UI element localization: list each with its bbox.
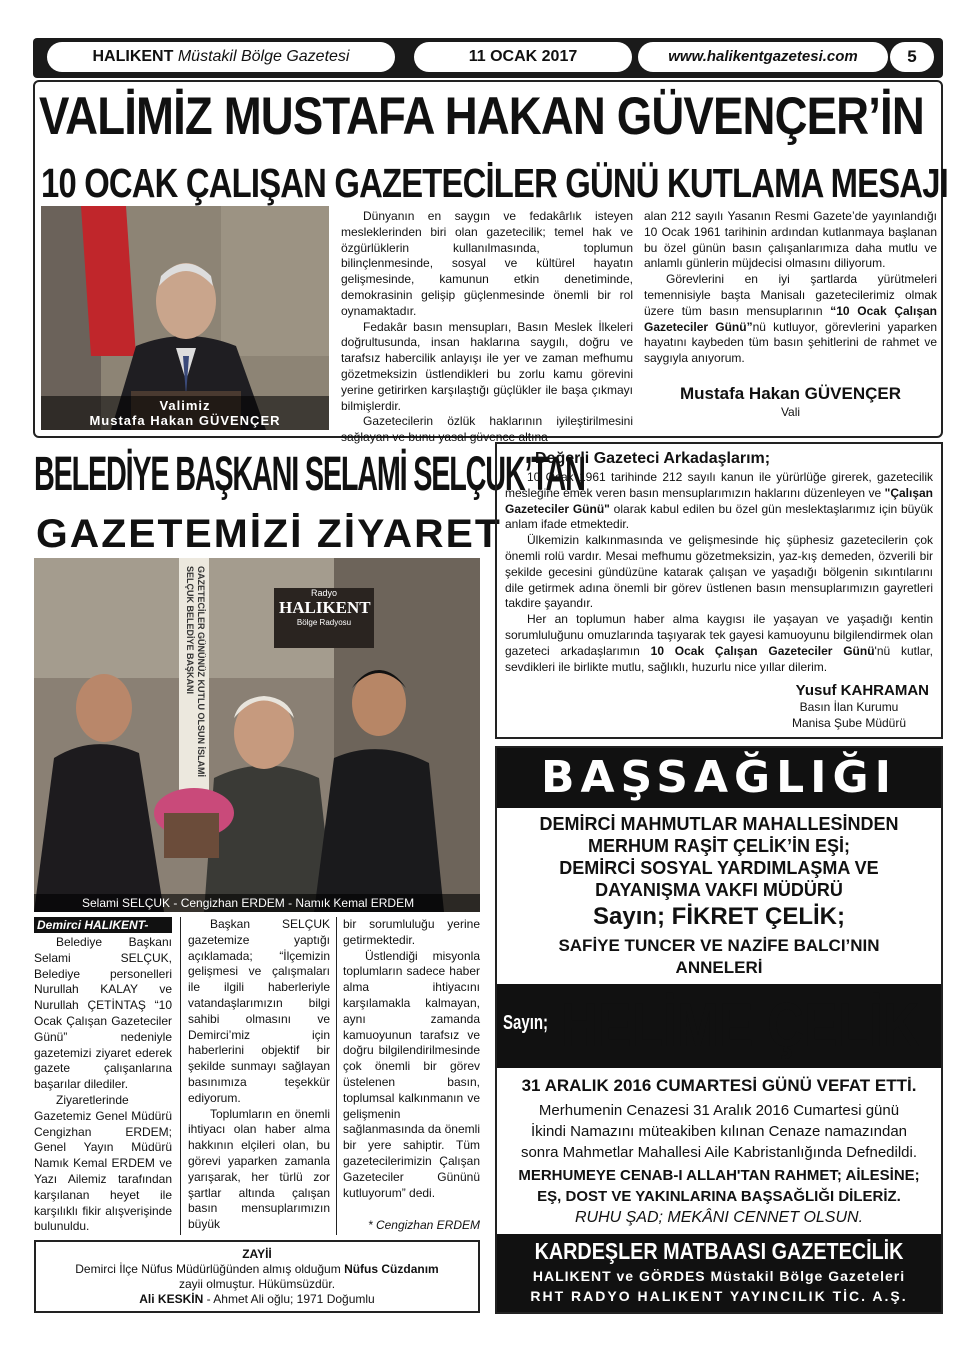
paragraph: Üstlendiği misyonla toplumların sadece haber alma ihtiyacını karşılamakla kalmayan, aynı zamanda kamuoyunun tarafsız ve doğru bilgilendirilmesinde çok önemli bir görev üstelenen basın, toplumsal kalkınmanın ve gelişmenin sağlanmasında da önemli bir yere sahiptir. Tüm gazetecilerimizin Çalışan Gazeteciler Gününü kutluyorum” dedi. [343,948,480,1200]
paper-name-pill [47,42,395,72]
paragraph: 10 Ocak 1961 tarihinde 212 sayılı kanun ile yürürlüğe girerek, gazetecilik mesleğine emek veren basın mensuplarımızın haklarını düzenleyen ve "Çalışan Gazeteciler Günü" olarak kabul edilen bu özel gün meslektaşlarımız için büyük anlam ifade etmektedir. [505,470,933,532]
paragraph: Gazetecilerin özlük haklarının iyileştirilmesini sağlayan ve bunu yasal güvence altına [341,414,633,445]
mayor-headline: BELEDİYE BAŞKANI SELAMİ SELÇUK’TAN [34,448,585,501]
prayer-line1: MERHUMEYE CENAB-I ALLAH'TAN RAHMET; AİLESİNE; [518,1167,920,1184]
visit-photo-illustration [34,558,480,912]
condolence-line: DEMİRCİ MAHMUTLAR MAHALLESİNDEN [539,814,899,834]
paragraph: Başkan SELÇUK gazetemize yaptığı açıklamada; “İlçemizin gelişmesi ve çalışmaları ile ilgili haberleriyle vatandaşlarımızın bilgi sahibi olmasını ve Demirci’miz için haberlerini objektif bir şekilde sunmayı sağlayan basınımıza teşekkür ediyorum. [188,917,330,1105]
governor-title: Vali [780,405,801,419]
paragraph: Toplumların en önemli ihtiyacı olan haber alma hakkının elçileri olan, bu görevi yaparken zamanla yarışarak, her türlü zor şartlar altında çalışan basın mensuplarımızın büyük [188,1106,330,1232]
paragraph: Görevlerini en iyi şartlarda yürütmeleri temennisiyle başta Manisalı gazetecilerimiz olmak üzere tüm basın mensuplarının “10 Ocak Çalışan Gazeteciler Günü”nü kutluyor, görevlerini yaparken hayatını kaybeden tüm basın şehitlerini de rahmet ve saygıyla anıyorum. [644,272,937,366]
masthead-bar [33,38,943,78]
funeral-info1: Merhumenin Cenazesi 31 Aralık 2016 Cumartesi günü [538,1102,900,1119]
paragraph: Belediye Başkanı Selami SELÇUK, Belediye personelleri Nurullah KALAY ve Nurullah ÇETİNTAŞ “10 Ocak Çalışan Gazeteciler Günü” nedeniyle gazetemizi ziyaret ederek gazete çalışanlarına başarılar dilediler. [34,935,172,1092]
deceased-name-band [497,984,941,1068]
article-byline: * Cengizhan ERDEM [367,1218,480,1232]
notice-line1: Demirci İlçe Nüfus Müdürlüğünden almış olduğum Nüfus Cüzdanım [75,1262,439,1276]
photo-caption-name: Mustafa Hakan GÜVENÇER [89,413,281,428]
notice-line2: zayii olmuştur. Hükümsüzdür. [178,1277,336,1291]
paragraph: Ülkemizin kalkınmasında ve gelişmesinde hiç şüphesiz gazetecilerin çok önemli rolü vardır. Mesai mefhumu gözetmeksizin, yaz-kış demeden, özverili bir şekilde gecesini gündüzüne katarak çalışan ve yaşadığı bölgenin sıkıntılarını dile getirmek adına önemli bir görev üstlenen basın mensuplarımızın gayretleri takdire şayandır. [505,533,933,611]
condolence-title: BAŞSAĞLIĞI [497,748,941,808]
prayer-line3: RUHU ŞAD; MEKÂNI CENNET OLSUN. [574,1209,864,1226]
publisher-name: KARDEŞLER MATBAASI GAZETECİLİK [534,1238,904,1264]
funeral-info3: sonra Mahmetlar Mahallesi Aile Kabristanlığında Defnedildi. [520,1144,918,1161]
prayer-line2: EŞ, DOST VE YAKINLARINA BAŞSAĞLIĞI DİLERİZ. [537,1188,901,1205]
paragraph: Ziyaretlerinde Gazetemiz Genel Müdürü Cengizhan ERDEM; Genel Yayın Müdürü Namık Kemal ERDEM ve Yazı Ailemiz tarafından karşılanan heyet ile karşılıklı fikir alışverişinde bulunuldu. [34,1092,172,1234]
column-rule [336,917,337,1235]
publisher-papers: HALIKENT ve GÖRDES Müstakil Bölge Gazeteleri [532,1268,906,1284]
paragraph: Her an toplumun haber alma kaygısı ile yaşayan ve yaşadığı kentin sorumluluğunu omuzlarında taşıyarak tek gayesi kamuoyunu bilgilendirmek olan gazeteci arkadaşlarımın 10 Ocak Çalışan Gazeteciler Günü'nü kutlar, sevdikleri ile birlikte mutlu, sağlıklı, huzurlu nice yıllar dilerim. [505,612,933,674]
paper-subtitle: Müstakil Bölge Gazetesi [177,48,350,65]
governor-text-col1 [341,209,633,446]
governor-photo [41,206,329,430]
sign-logo-text: HALIKENT [279,598,371,617]
paper-name: HALIKENT [92,48,174,65]
condolence-line: DEMİRCİ SOSYAL YARDIMLAŞMA VE [559,858,879,878]
mayor-article-col2 [188,917,330,1233]
funeral-info2: İkindi Namazını müteakiben kılınan Cenaze namazından [530,1123,908,1140]
message-signature: Yusuf KAHRAMAN [795,682,929,699]
sign-top-text: Radyo [310,588,337,598]
press-day-message-box [495,442,943,739]
column-rule [180,917,181,1235]
notice-line3: Ali KESKİN - Ahmet Ali oğlu; 1971 Doğumlu [139,1292,375,1306]
death-date: 31 ARALIK 2016 CUMARTESİ GÜNÜ VEFAT ETTİ. [521,1076,917,1095]
visit-photo-caption: Selami SELÇUK - Cengizhan ERDEM - Namık Kemal ERDEM [34,894,480,912]
condolence-line: ANNELERİ [675,958,763,977]
governor-text-col2 [644,209,937,367]
issue-date: 11 OCAK 2017 [414,42,632,72]
message-signer-title1: Basın İlan Kurumu [799,700,899,714]
deceased-name: HELİME ÇELİK [561,991,920,1060]
lost-document-notice [34,1240,480,1313]
radio-sign [279,588,369,646]
photo-caption-title: Valimiz [159,398,211,413]
paragraph: alan 212 sayılı Yasanın Resmi Gazete’de yayınlandığı 10 Ocak 1961 tarihinin ardından kutlanmaya başlanan bu özel günün basın çalışanlarımıza daha mutlu ve anlamlı günlerin müjdecisi olmasını diliyorum. [644,209,937,271]
mayor-subheadline: GAZETEMİZİ ZİYARET [36,512,502,556]
governor-subheadline: 10 OCAK ÇALIŞAN GAZETECİLER GÜNÜ KUTLAMA MESAJI [41,160,948,206]
condolence-line: SAFİYE TUNCER VE NAZİFE BALCI’NIN [558,936,880,955]
publisher-footer [497,1234,941,1312]
website-link[interactable]: www.halikentgazetesi.com [638,42,888,72]
message-signer-title2: Manisa Şube Müdürü [791,716,907,730]
notice-title: ZAYİİ [242,1247,272,1261]
paragraph: bir sorumluluğu yerine getirmektedir. [343,917,480,947]
congratulation-banner: GAZETECİLER GÜNÜNÜZ KUTLU OLSUN İSLAMİ SELÇUK BELEDİYE BAŞKANI [185,566,206,777]
name-prefix: Sayın; [503,1012,549,1034]
condolence-line: DAYANIŞMA VAKFI MÜDÜRÜ [595,880,843,900]
paragraph: Fedakâr basın mensupları, Basın Meslek İlkeleri doğrultusunda, insan haklarına saygılı, doğru ve tarafsız habercilik anlayışı ile yer ve zaman mefhumu gözetmeksizin üstlendikleri bu zorlu kamu görevini yerine getirirken karşılaştığı güçlükler ile başa çıkmayı bilmişlerdir. [341,319,633,413]
governor-headline: VALİMİZ MUSTAFA HAKAN GÜVENÇER’İN [39,87,924,146]
governor-message-box [33,80,948,445]
sign-bottom-text: Bölge Radyosu [296,618,352,627]
message-salutation: Değerli Gazeteci Arkadaşlarım; [535,450,771,467]
mayor-visit-photo [34,558,480,912]
mayor-article-col3 [343,917,480,1201]
condolence-line: MERHUM RAŞİT ÇELİK’İN EŞİ; [587,836,850,856]
dateline: Demirci HALIKENT- [34,917,172,933]
mayor-article-col1 [34,917,172,1235]
condolence-notice [495,746,943,1314]
paragraph: Dünyanın en saygın ve fedakârlık isteyen mesleklerinden biri olan gazetecilik; temel hak ve özgürlüklerin kullanılmasında, toplumun bilinçlenmesinde, sosyal ve kültürel hayatın gelişmesinde, kamunun etkin denetiminde, demokrasinin gelişip güçlenmesinde önemli bir rol oynamaktadır. [341,209,633,318]
condolence-son-name: Sayın; FİKRET ÇELİK; [592,903,845,930]
governor-signature: Mustafa Hakan GÜVENÇER [679,384,902,403]
page-number: 5 [890,42,934,72]
publisher-radio: RHT RADYO HALIKENT YAYINCILIK TİC. A.Ş. [530,1288,908,1304]
